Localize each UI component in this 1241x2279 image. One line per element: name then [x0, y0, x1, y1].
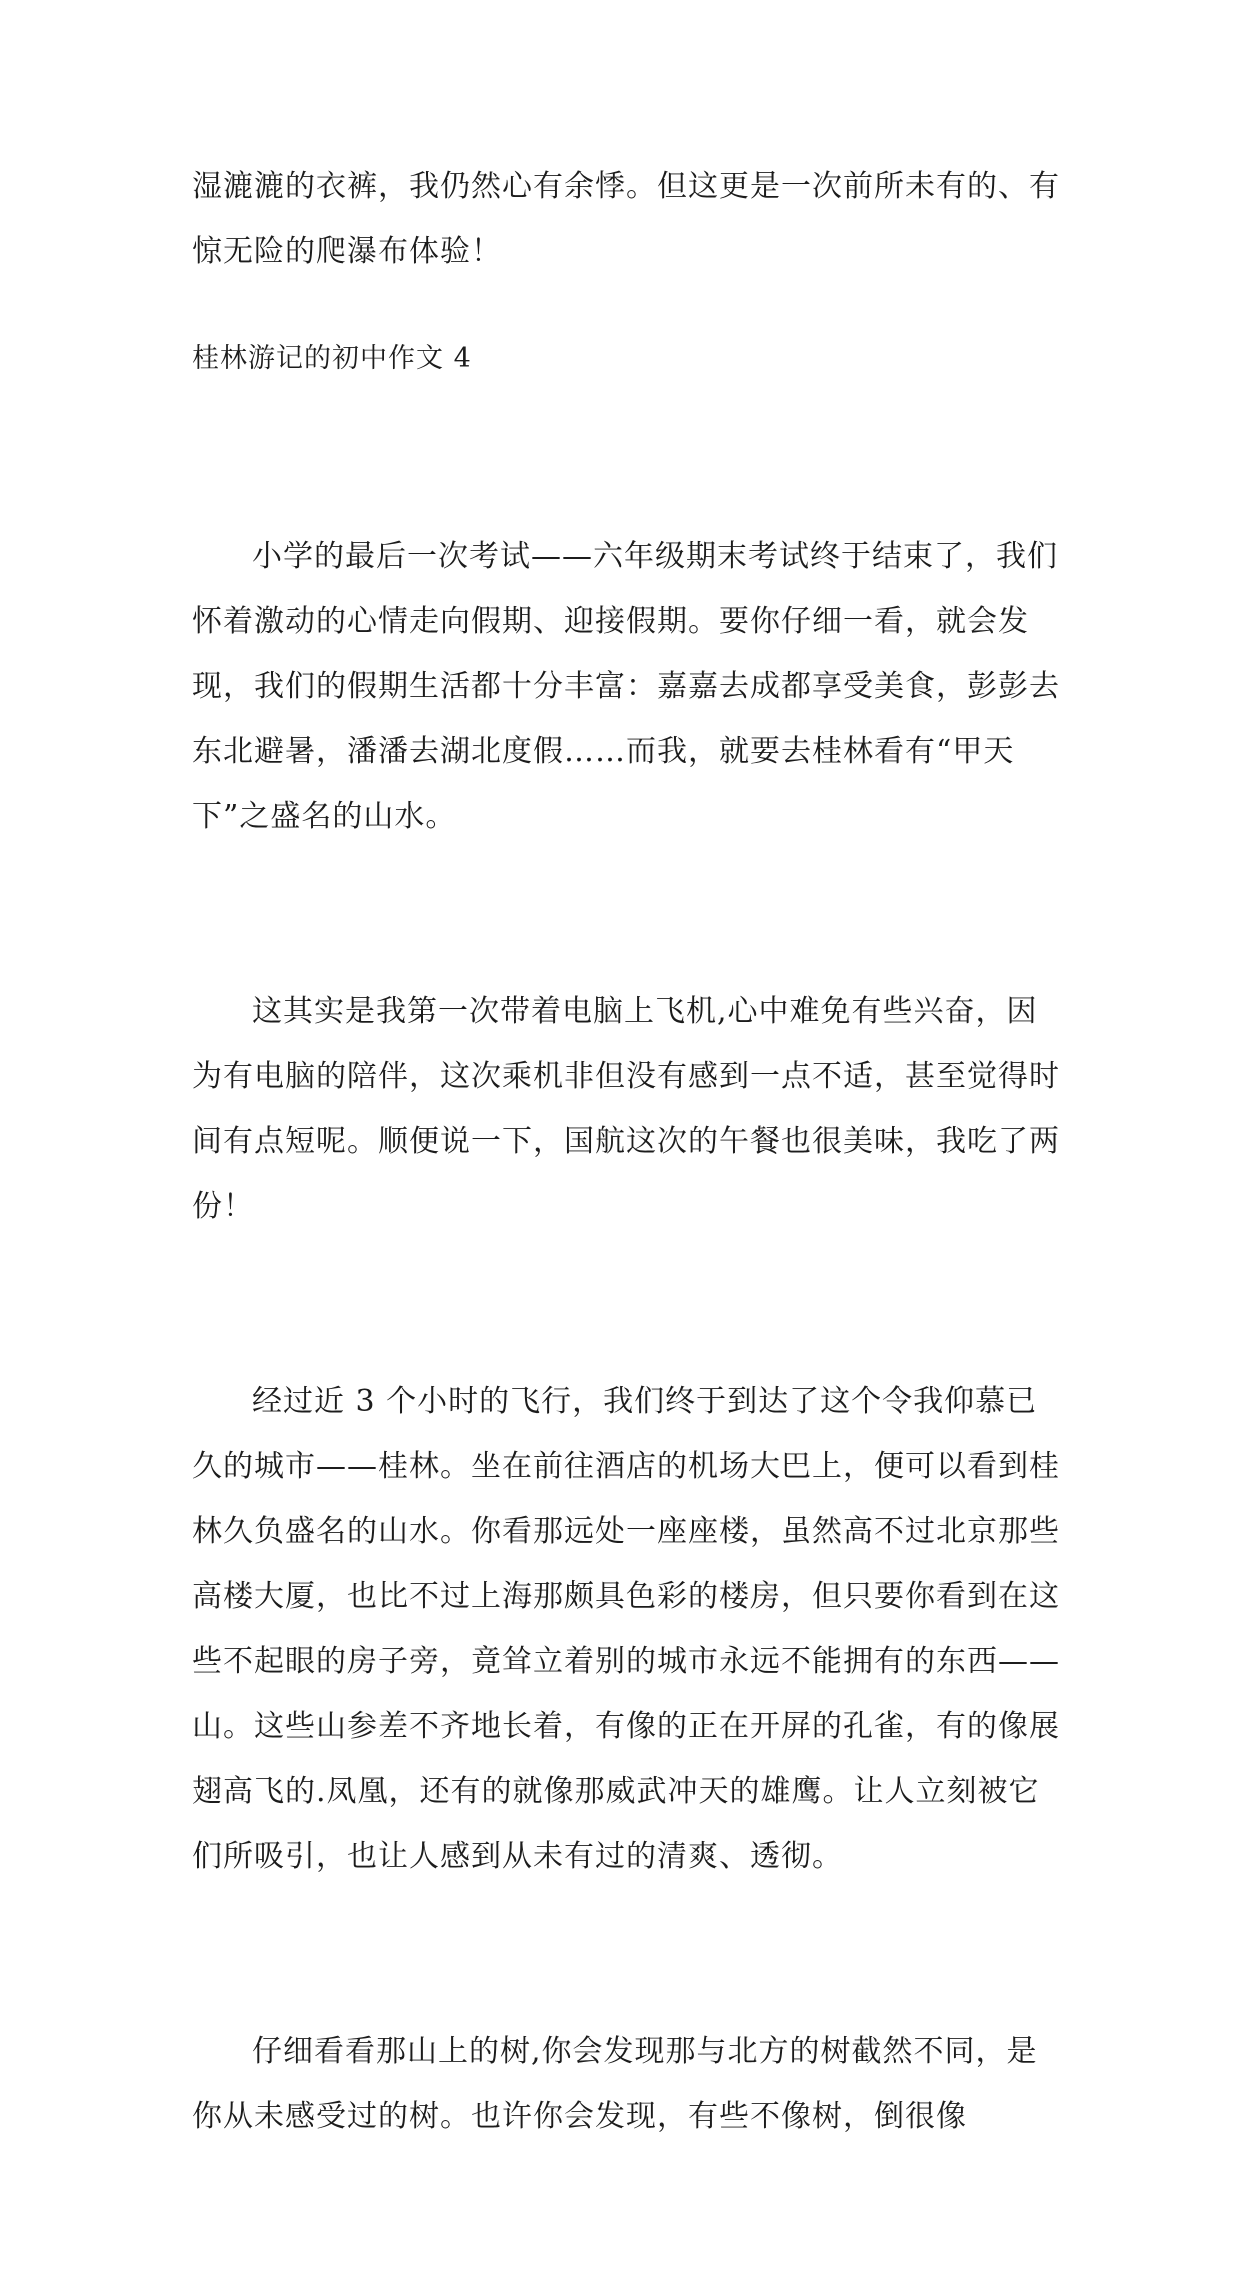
paragraph-1: 小学的最后一次考试——六年级期末考试终于结束了，我们怀着激动的心情走向假期、迎接假期。要你仔细一看，就会发现，我们的假期生活都十分丰富：嘉嘉去成都享受美食，彭彭去东北避暑，潘潘去湖北度假……而我，就要去桂林看有“甲天下”之盛名的山水。 — [192, 539, 1060, 834]
paragraph-2: 这其实是我第一次带着电脑上飞机,心中难免有些兴奋，因为有电脑的陪伴，这次乘机非但没有感到一点不适，甚至觉得时间有点短呢。顺便说一下，国航这次的午餐也很美味，我吃了两份！ — [192, 994, 1060, 1224]
essay-title: 桂林游记的初中作文 4 — [192, 343, 472, 374]
paragraph-3: 经过近 3 个小时的飞行，我们终于到达了这个令我仰慕已久的城市——桂林。坐在前往酒店的机场大巴上，便可以看到桂林久负盛名的山水。你看那远处一座座楼，虽然高不过北京那些高楼大厦，也比不过上海那颇具色彩的楼房，但只要你看到在这些不起眼的房子旁，竟耸立着别的城市永远不能拥有的东西——山。这些山参差不齐地长着，有像的正在开屏的孔雀，有的像展翅高飞的.凤凰，还有的就像那威武冲天的雄鹰。让人立刻被它们所吸引，也让人感到从未有过的清爽、透彻。 — [192, 1384, 1060, 1874]
paragraph-4: 仔细看看那山上的树,你会发现那与北方的树截然不同，是你从未感受过的树。也许你会发现，有些不像树，倒很像 — [192, 2034, 1038, 2134]
essay-body — [192, 394, 1062, 2279]
intro-paragraph: 湿漉漉的衣裤，我仍然心有余悸。但这更是一次前所未有的、有惊无险的爬瀑布体验！ — [192, 169, 1060, 269]
